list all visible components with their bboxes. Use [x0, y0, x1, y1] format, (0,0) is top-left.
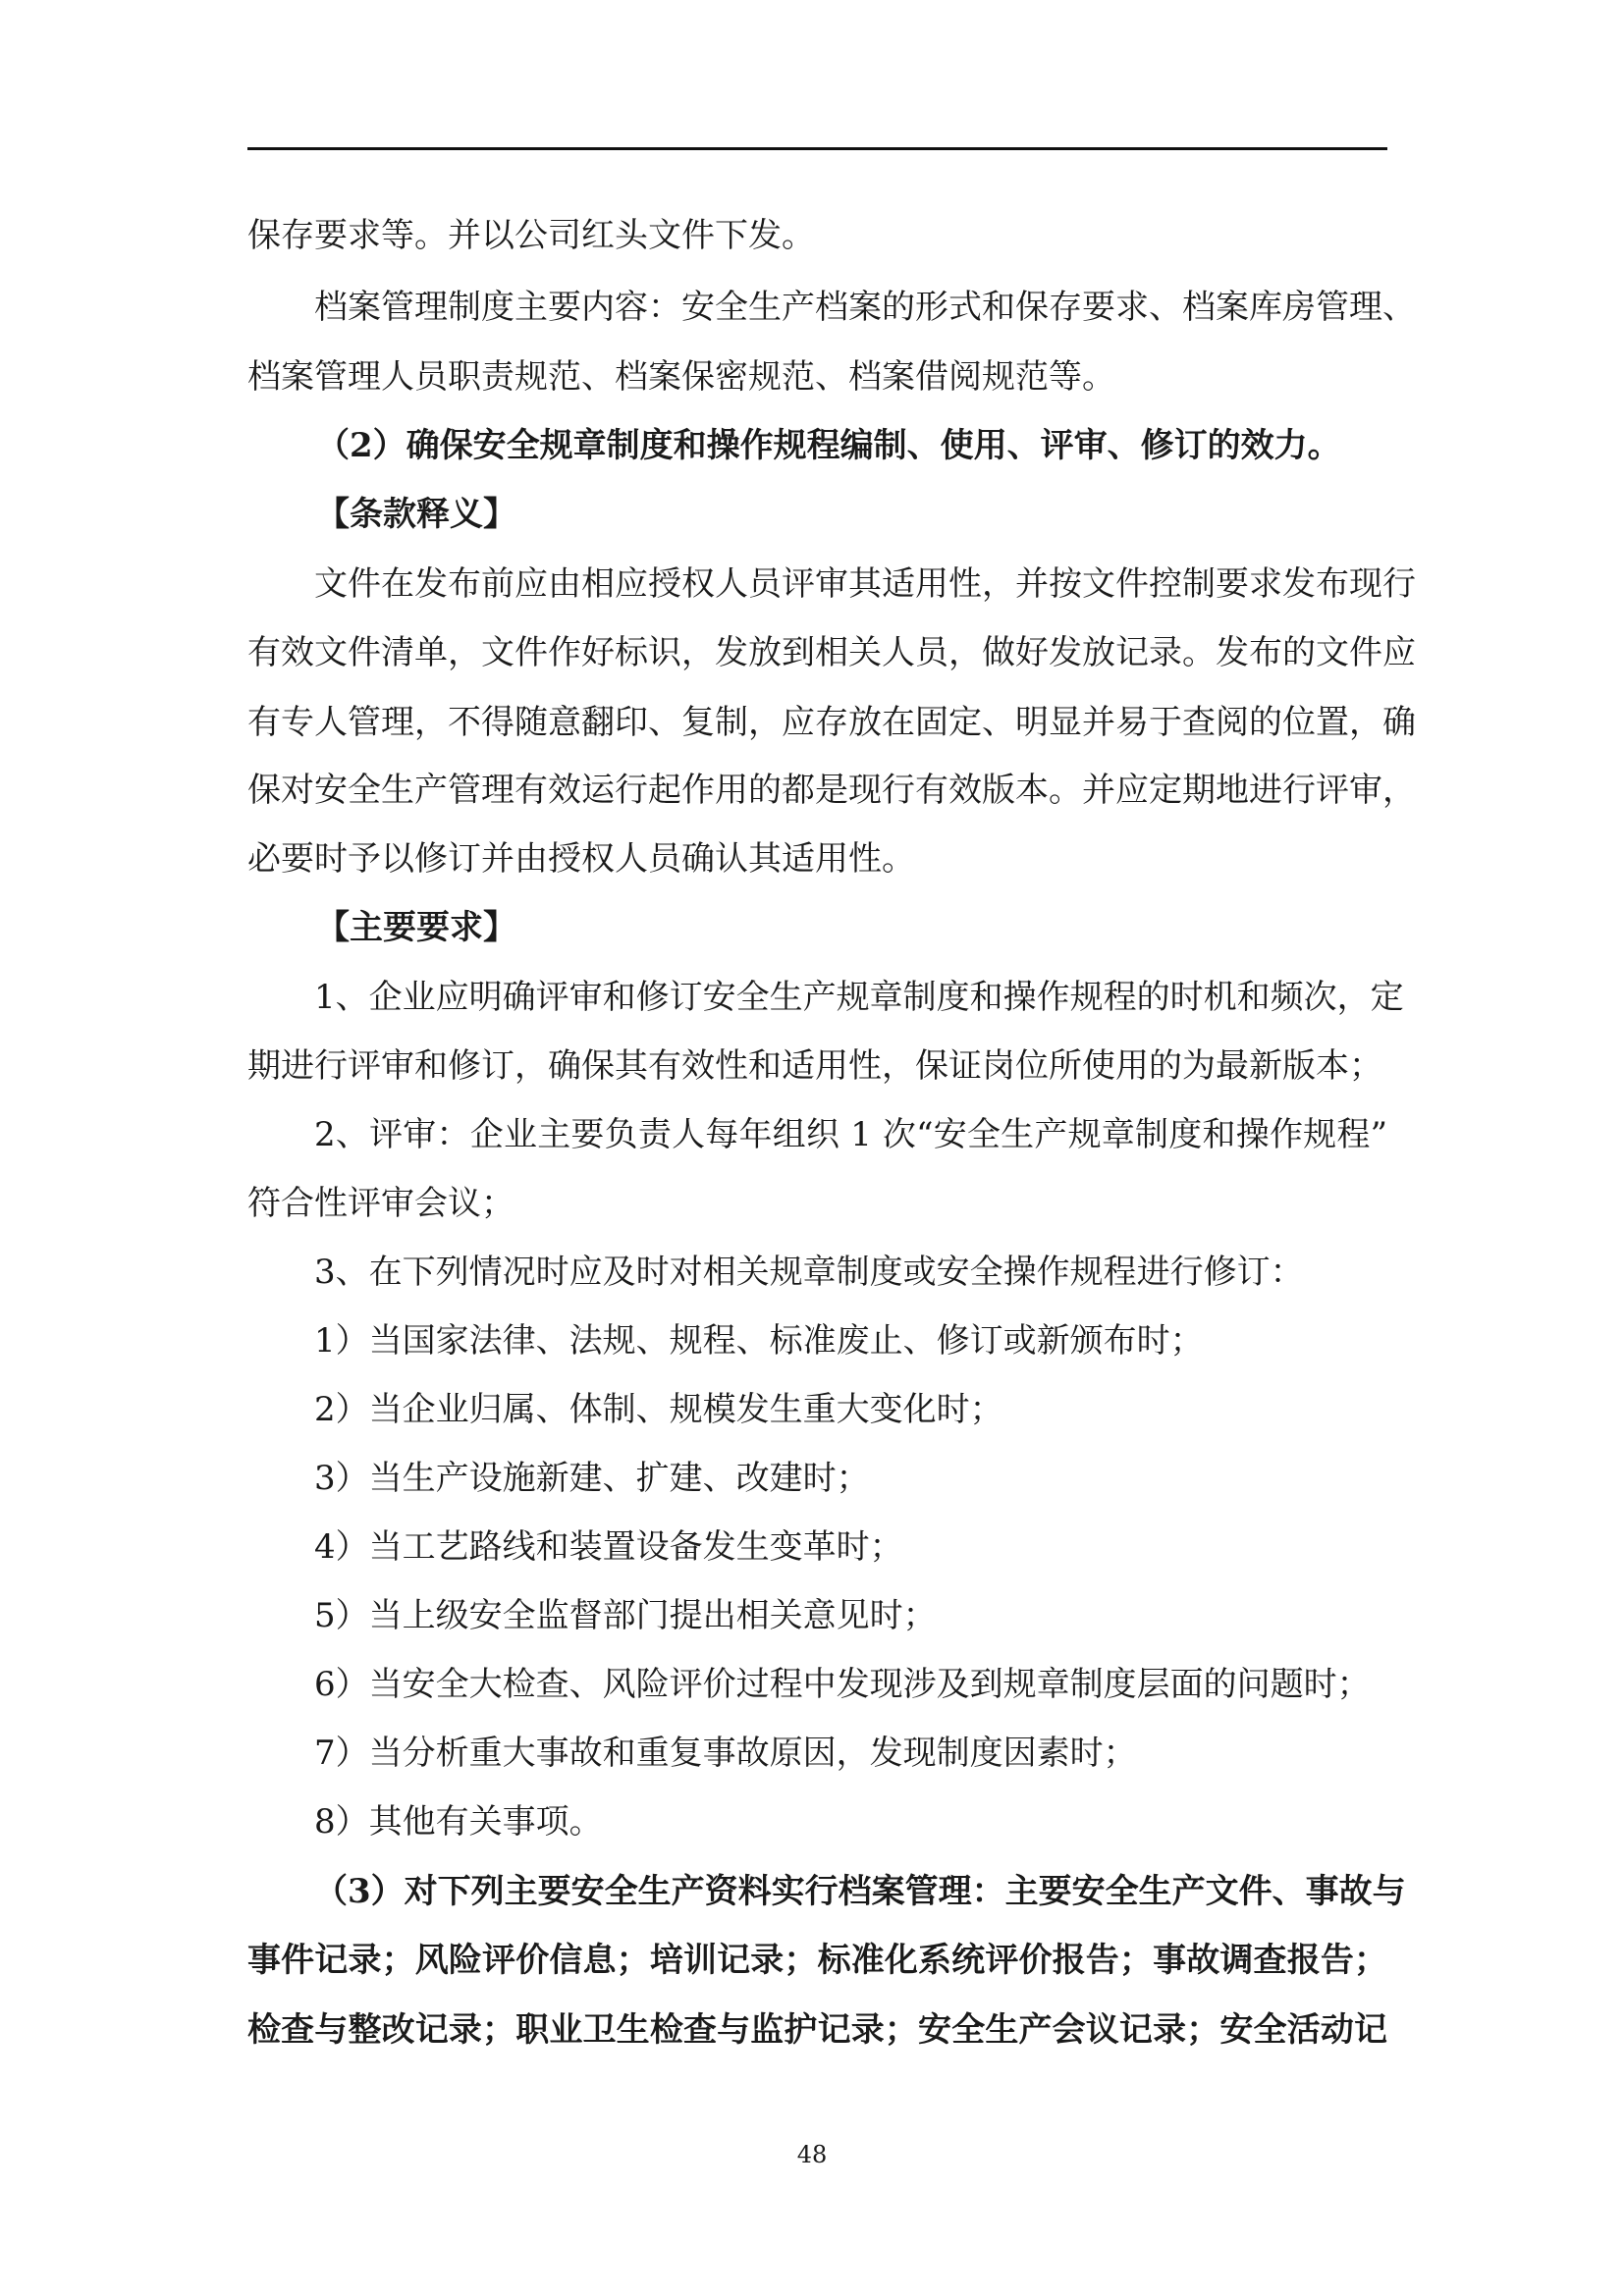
- list-item: 3）当生产设施新建、扩建、改建时；: [314, 1459, 870, 1498]
- text-line: 文件在发布前应由相应授权人员评审其适用性，并按文件控制要求发布现行: [314, 564, 1416, 604]
- clause-heading: 【条款释义】: [316, 495, 516, 534]
- text-line: 2、评审：企业主要负责人每年组织 1 次“安全生产规章制度和操作规程”: [314, 1115, 1387, 1154]
- text-line: 1、企业应明确评审和修订安全生产规章制度和操作规程的时机和频次，定: [314, 978, 1404, 1017]
- text-line: 有专人管理，不得随意翻印、复制，应存放在固定、明显并易于查阅的位置，确: [247, 703, 1416, 742]
- text-line: 保对安全生产管理有效运行起作用的都是现行有效版本。并应定期地进行评审，: [247, 771, 1416, 810]
- section-heading-cont: 事件记录；风险评价信息；培训记录；标准化系统评价报告；事故调查报告；: [247, 1941, 1387, 1980]
- list-item: 6）当安全大检查、风险评价过程中发现涉及到规章制度层面的问题时；: [314, 1665, 1371, 1704]
- requirements-heading: 【主要要求】: [316, 908, 516, 947]
- text-line: 3、在下列情况时应及时对相关规章制度或安全操作规程进行修订：: [314, 1253, 1304, 1292]
- list-item: 7）当分析重大事故和重复事故原因，发现制度因素时；: [314, 1734, 1137, 1773]
- header-rule: [247, 147, 1387, 150]
- list-item: 5）当上级安全监督部门提出相关意见时；: [314, 1596, 937, 1635]
- text-line: 保存要求等。并以公司红头文件下发。: [247, 216, 815, 255]
- page-number: 48: [796, 2141, 828, 2168]
- section-heading: （3）对下列主要安全生产资料实行档案管理：主要安全生产文件、事故与: [314, 1872, 1406, 1911]
- text-line: 期进行评审和修订，确保其有效性和适用性，保证岗位所使用的为最新版本；: [247, 1046, 1382, 1086]
- list-item: 4）当工艺路线和装置设备发生变革时；: [314, 1527, 903, 1567]
- text-line: 必要时予以修订并由授权人员确认其适用性。: [247, 839, 915, 879]
- text-line: 有效文件清单，文件作好标识，发放到相关人员，做好发放记录。发布的文件应: [247, 633, 1416, 672]
- text-line: 档案管理人员职责规范、档案保密规范、档案借阅规范等。: [247, 357, 1115, 397]
- text-line: 档案管理制度主要内容：安全生产档案的形式和保存要求、档案库房管理、: [314, 288, 1416, 327]
- section-heading: （2）确保安全规章制度和操作规程编制、使用、评审、修订的效力。: [316, 426, 1341, 465]
- list-item: 8）其他有关事项。: [314, 1802, 603, 1842]
- list-item: 1）当国家法律、法规、规程、标准废止、修订或新颁布时；: [314, 1321, 1204, 1361]
- list-item: 2）当企业归属、体制、规模发生重大变化时；: [314, 1390, 1003, 1429]
- text-line: 符合性评审会议；: [247, 1184, 514, 1223]
- section-heading-cont: 检查与整改记录；职业卫生检查与监护记录；安全生产会议记录；安全活动记: [247, 2010, 1387, 2050]
